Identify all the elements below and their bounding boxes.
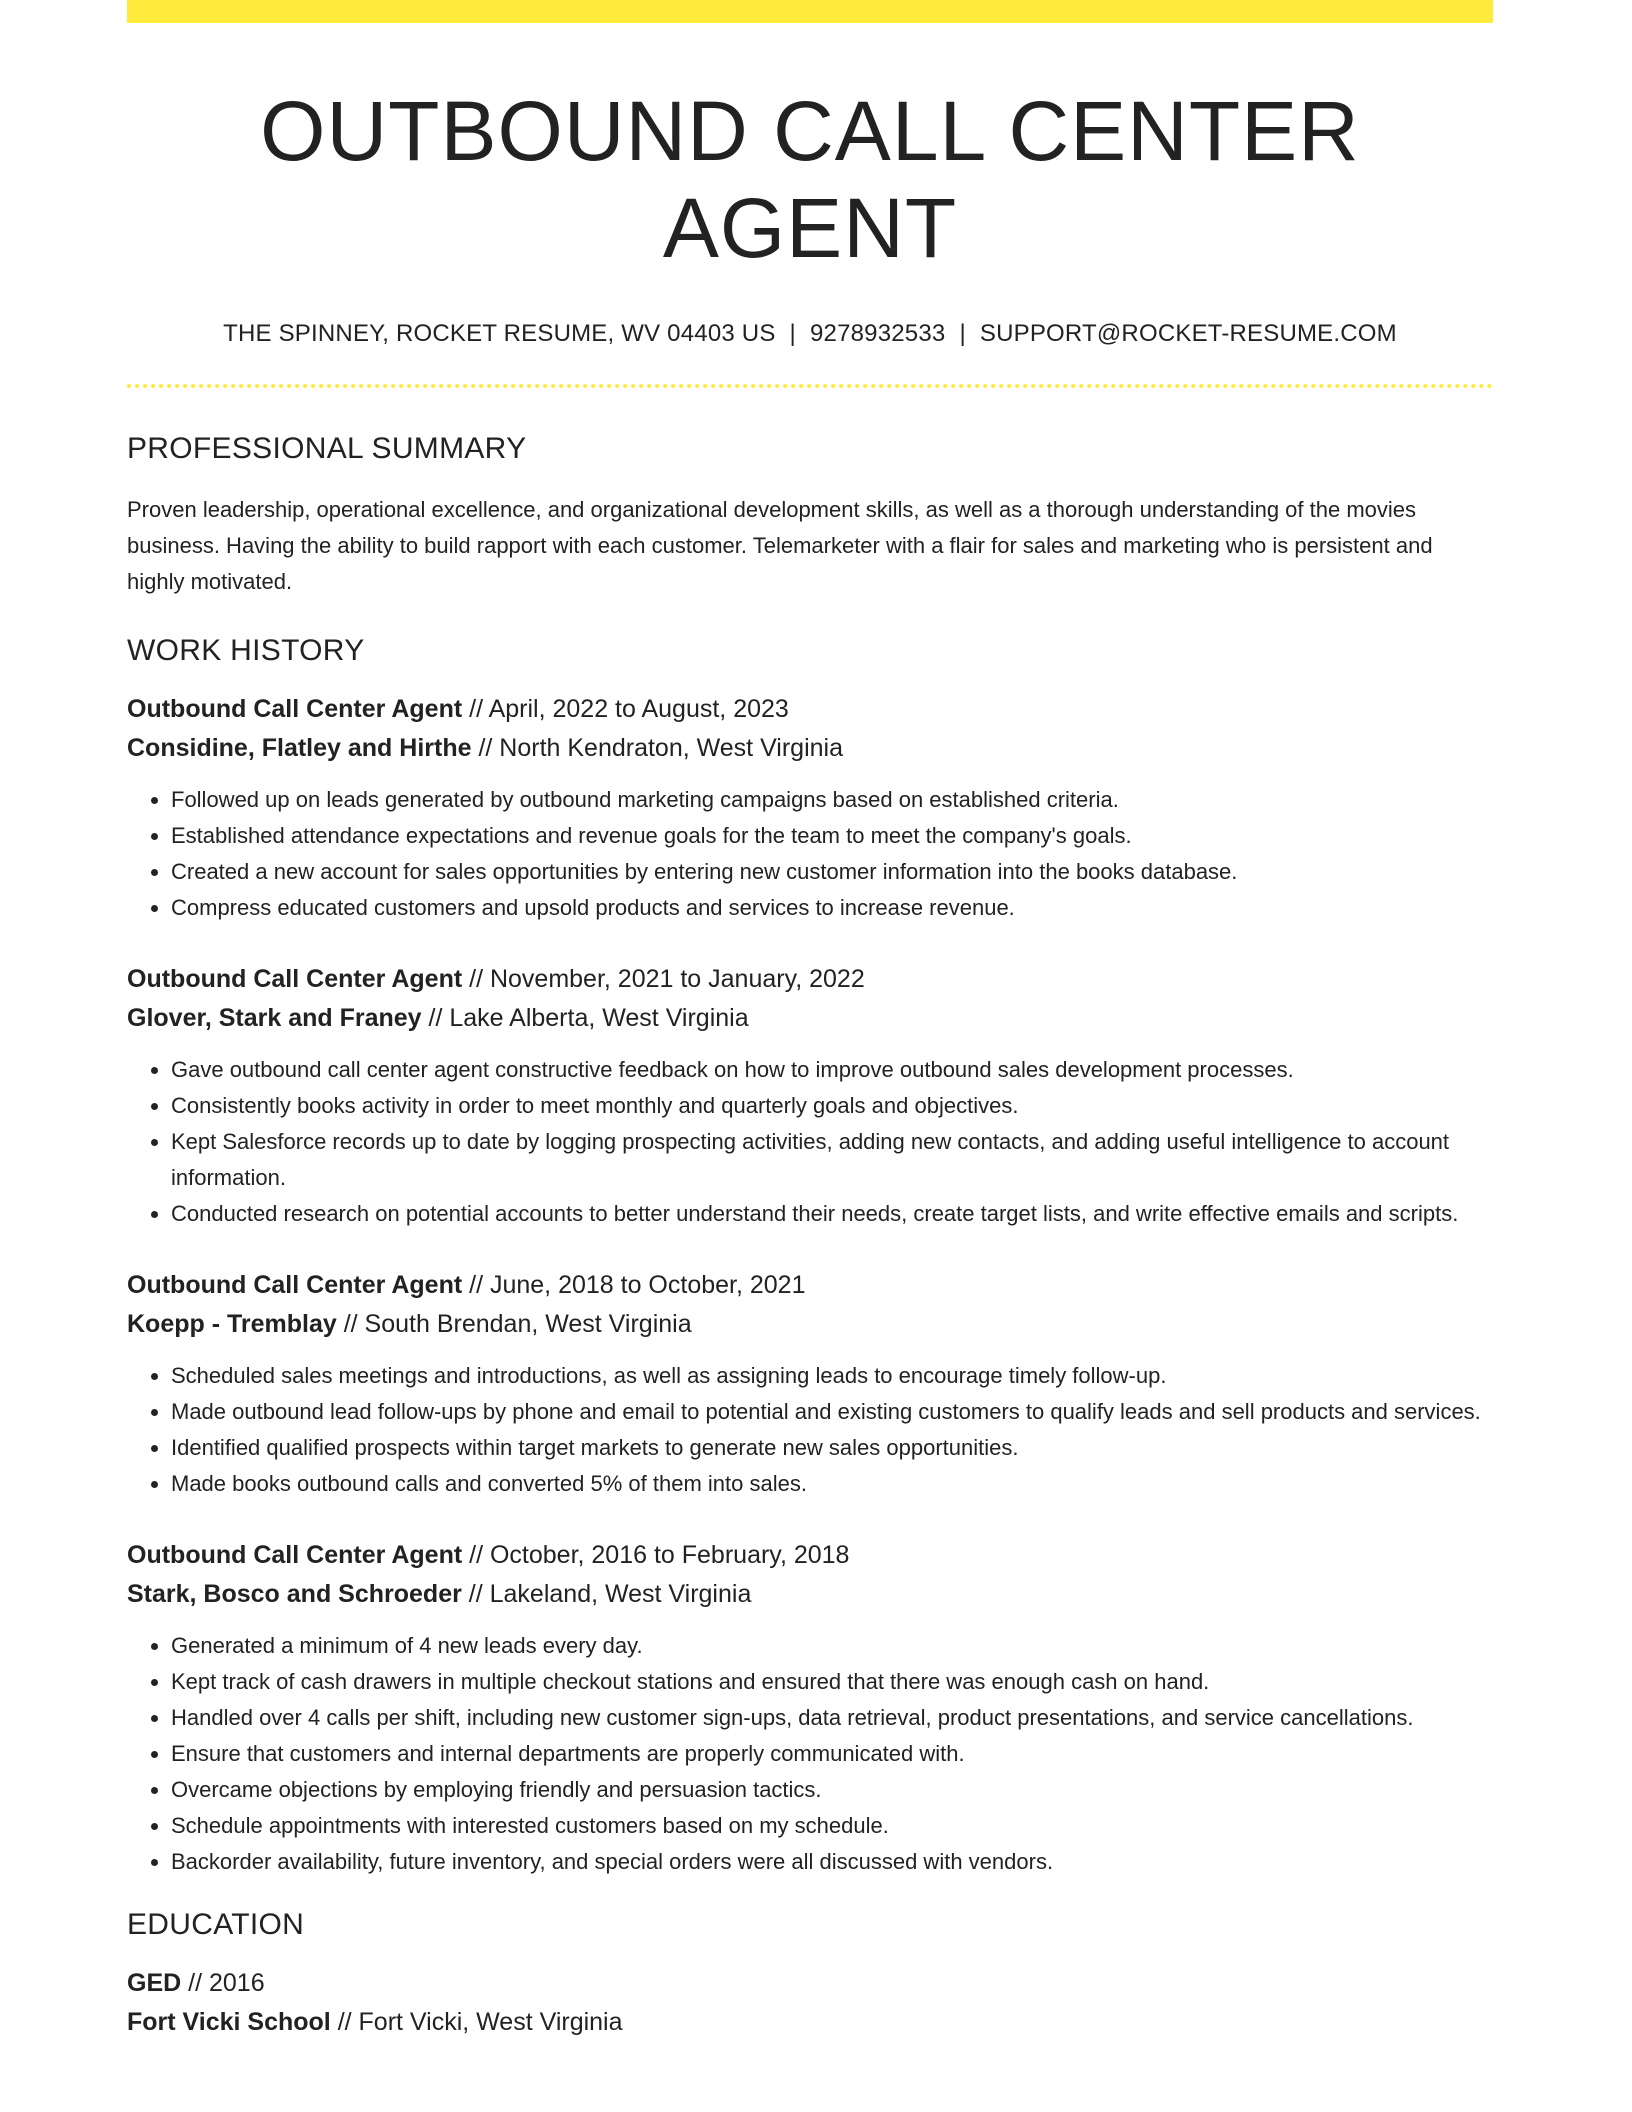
education-degree: GED <box>127 1969 182 1998</box>
job-bullets <box>127 782 1493 926</box>
job-dates: // April, 2022 to August, 2023 <box>469 695 789 724</box>
top-accent-bar <box>127 0 1493 23</box>
list-item: • Made outbound lead follow-ups by phone and email to potential and existing customers to qualify leads and sell products and services. <box>171 1394 1493 1430</box>
job-company: Considine, Flatley and Hirthe <box>127 734 472 763</box>
list-item: • Gave outbound call center agent constructive feedback on how to improve outbound sales development processes. <box>171 1052 1493 1088</box>
contact-separator: | <box>789 320 796 348</box>
contact-phone: 9278932533 <box>809 320 946 348</box>
job-bullets <box>127 1052 1493 1232</box>
job-entry <box>127 690 1493 926</box>
resume-name: OUTBOUND CALL CENTER AGENT <box>260 84 1360 275</box>
contact-line <box>127 320 1493 348</box>
education-degree-line <box>127 1964 1493 2003</box>
job-entry <box>127 1536 1493 1880</box>
job-role: Outbound Call Center Agent <box>127 1271 463 1300</box>
list-item: • Identified qualified prospects within target markets to generate new sales opportunities. <box>171 1430 1493 1466</box>
job-company-line <box>127 999 1493 1038</box>
job-location: // Lakeland, West Virginia <box>468 1580 752 1609</box>
education-entry <box>127 1964 1493 2042</box>
job-role: Outbound Call Center Agent <box>127 1541 463 1570</box>
education-heading: EDUCATION <box>127 1908 305 1942</box>
job-dates: // June, 2018 to October, 2021 <box>469 1271 806 1300</box>
list-item: • Conducted research on potential accounts to better understand their needs, create target lists, and write effective emails and scripts. <box>171 1196 1493 1232</box>
job-bullets <box>127 1628 1493 1880</box>
job-entry <box>127 960 1493 1232</box>
resume-page <box>127 0 1493 2042</box>
list-item: • Ensure that customers and internal departments are properly communicated with. <box>171 1736 1493 1772</box>
list-item: • Generated a minimum of 4 new leads every day. <box>171 1628 1493 1664</box>
list-item: • Created a new account for sales opportunities by entering new customer information into the books database. <box>171 854 1493 890</box>
education-year: // 2016 <box>188 1969 265 1998</box>
list-item: • Established attendance expectations and revenue goals for the team to meet the company's goals. <box>171 818 1493 854</box>
job-company-line <box>127 1575 1493 1614</box>
job-company: Koepp - Tremblay <box>127 1310 337 1339</box>
list-item: • Followed up on leads generated by outbound marketing campaigns based on established criteria. <box>171 782 1493 818</box>
job-company: Stark, Bosco and Schroeder <box>127 1580 462 1609</box>
job-entry <box>127 1266 1493 1502</box>
job-role: Outbound Call Center Agent <box>127 695 463 724</box>
list-item: • Schedule appointments with interested customers based on my schedule. <box>171 1808 1493 1844</box>
education-location: // Fort Vicki, West Virginia <box>337 2008 623 2037</box>
dotted-divider <box>127 384 1493 388</box>
job-title-line <box>127 1536 1493 1575</box>
list-item: • Handled over 4 calls per shift, including new customer sign-ups, data retrieval, product presentations, and service cancellations. <box>171 1700 1493 1736</box>
job-title-line <box>127 690 1493 729</box>
summary-text: Proven leadership, operational excellence, and organizational development skills, as well as a thorough understanding of the movies business. Having the ability to build rapport with each customer. Telemarketer with a flair for sales and marketing who is persistent and highly motivated. <box>127 497 1433 595</box>
job-dates: // October, 2016 to February, 2018 <box>469 1541 850 1570</box>
job-location: // South Brendan, West Virginia <box>343 1310 692 1339</box>
contact-separator: | <box>959 320 966 348</box>
job-title-line <box>127 960 1493 999</box>
job-company-line <box>127 1305 1493 1344</box>
contact-address: THE SPINNEY, ROCKET RESUME, WV 04403 US <box>223 320 776 348</box>
job-company: Glover, Stark and Franey <box>127 1004 422 1033</box>
job-location: // North Kendraton, West Virginia <box>478 734 843 763</box>
summary-heading: PROFESSIONAL SUMMARY <box>127 432 527 466</box>
contact-email: SUPPORT@ROCKET-RESUME.COM <box>979 320 1397 348</box>
list-item: • Compress educated customers and upsold products and services to increase revenue. <box>171 890 1493 926</box>
education-school-line <box>127 2003 1493 2042</box>
list-item: • Made books outbound calls and converted 5% of them into sales. <box>171 1466 1493 1502</box>
job-title-line <box>127 1266 1493 1305</box>
job-role: Outbound Call Center Agent <box>127 965 463 994</box>
job-bullets <box>127 1358 1493 1502</box>
list-item: • Backorder availability, future inventory, and special orders were all discussed with vendors. <box>171 1844 1493 1880</box>
job-dates: // November, 2021 to January, 2022 <box>469 965 865 994</box>
work-history-heading: WORK HISTORY <box>127 634 365 668</box>
list-item: • Consistently books activity in order to meet monthly and quarterly goals and objectives. <box>171 1088 1493 1124</box>
list-item: • Kept track of cash drawers in multiple checkout stations and ensured that there was enough cash on hand. <box>171 1664 1493 1700</box>
list-item: • Kept Salesforce records up to date by logging prospecting activities, adding new contacts, and adding useful intelligence to account information. <box>171 1124 1493 1196</box>
list-item: • Overcame objections by employing friendly and persuasion tactics. <box>171 1772 1493 1808</box>
job-location: // Lake Alberta, West Virginia <box>428 1004 749 1033</box>
list-item: • Scheduled sales meetings and introductions, as well as assigning leads to encourage timely follow-up. <box>171 1358 1493 1394</box>
job-company-line <box>127 729 1493 768</box>
education-school: Fort Vicki School <box>127 2008 331 2037</box>
